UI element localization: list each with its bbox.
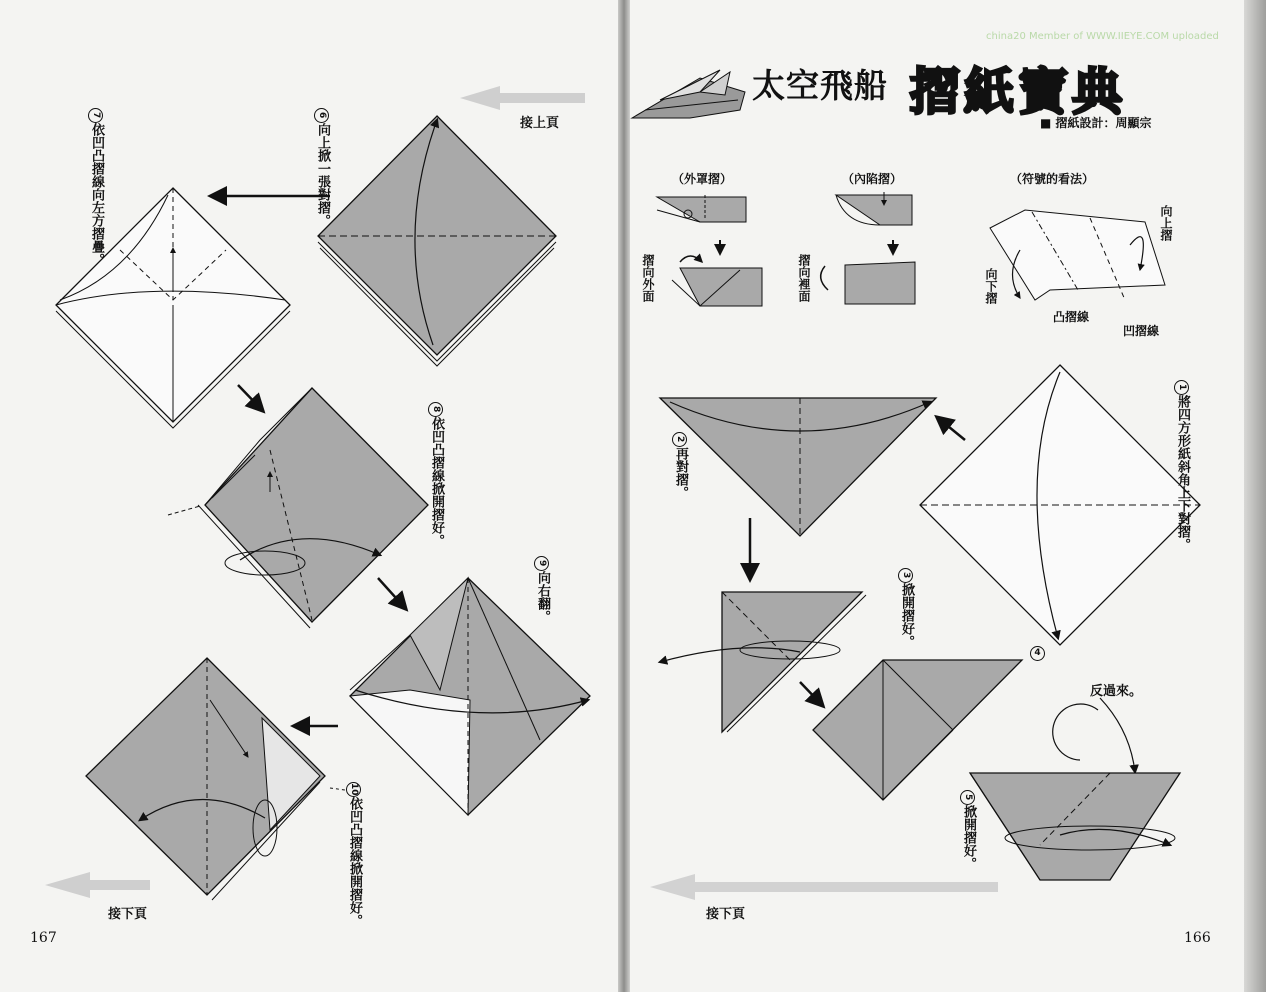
arrow-1-to-2 bbox=[938, 418, 965, 440]
step-5-text: 5掀開摺好。 bbox=[960, 790, 976, 882]
diagram-step-2 bbox=[660, 398, 936, 536]
nav-continue-prev: 接上頁 bbox=[520, 116, 560, 131]
legend-fold-down: 向下摺 bbox=[984, 268, 998, 304]
legend-valley-line: 凹摺線 bbox=[1123, 324, 1160, 338]
nav-continue-next-left: 接下頁 bbox=[108, 907, 148, 922]
step-3-text: 3掀開摺好。 bbox=[898, 568, 914, 660]
step-10-number: 10 bbox=[346, 782, 361, 797]
legend-fold-up: 向上摺 bbox=[1159, 205, 1173, 241]
diagram-step-10 bbox=[86, 658, 345, 900]
legend-mountain-line: 凸摺線 bbox=[1053, 310, 1090, 324]
arrow-3-to-4 bbox=[800, 682, 822, 705]
diagram-symbols bbox=[990, 210, 1165, 300]
diagram-inner-fold bbox=[821, 192, 915, 304]
step-1-number: 1 bbox=[1174, 380, 1189, 395]
spaceship-logo bbox=[632, 70, 745, 118]
legend-fold-out: 摺向外面 bbox=[641, 254, 655, 302]
legend-outer-fold: （外罩摺） bbox=[672, 172, 733, 186]
nav-arrow-next-right bbox=[650, 874, 998, 900]
legend-inner-fold: （內陷摺） bbox=[842, 172, 903, 186]
step-7-text: 7依凹凸摺線向左方摺疊。 bbox=[88, 108, 104, 216]
step-9-text: 9向右翻。 bbox=[534, 556, 550, 636]
step-2-number: 2 bbox=[672, 432, 687, 447]
design-credit: ■ 摺紙設計：周顯宗 bbox=[1040, 116, 1152, 130]
nav-arrow-prev bbox=[460, 86, 585, 110]
step-6-text: 6向上掀一張對摺。 bbox=[314, 108, 330, 184]
nav-continue-next-right: 接下頁 bbox=[706, 907, 746, 922]
step-9-number: 9 bbox=[534, 556, 549, 571]
page-number-left: 167 bbox=[30, 930, 57, 946]
step-8-number: 8 bbox=[428, 402, 443, 417]
legend-symbols: （符號的看法） bbox=[1010, 172, 1095, 186]
page-title: 太空飛船 bbox=[752, 66, 888, 105]
diagram-outer-fold bbox=[657, 195, 762, 306]
step-4-number: 4 bbox=[1030, 644, 1045, 661]
arrow-8-to-9 bbox=[378, 578, 405, 608]
step-3-number: 3 bbox=[898, 568, 913, 583]
watermark: china20 Member of WWW.IIEYE.COM uploaded bbox=[986, 31, 1219, 42]
diagram-step-1 bbox=[920, 365, 1200, 645]
nav-arrow-next-left bbox=[45, 872, 150, 898]
legend-fold-in: 摺向裡面 bbox=[797, 254, 811, 302]
step-1-text: 1將四方形紙斜角上下對摺。 bbox=[1174, 380, 1190, 472]
step-4-text: 反過來。 bbox=[1090, 684, 1143, 699]
step-2-text: 2再對摺。 bbox=[672, 432, 688, 512]
step-8-text: 8依凹凸摺線掀開摺好。 bbox=[428, 402, 444, 490]
page-number-right: 166 bbox=[1184, 930, 1211, 946]
turn-over-symbol bbox=[1053, 698, 1135, 772]
step-6-number: 6 bbox=[314, 108, 329, 123]
step-5-number: 5 bbox=[960, 790, 975, 805]
diagram-step-9 bbox=[350, 578, 590, 815]
diagram-step-6 bbox=[318, 116, 556, 366]
page-title-outlined: 摺紙寶典 bbox=[910, 63, 1126, 121]
diagram-step-5 bbox=[970, 773, 1180, 880]
step-7-number: 7 bbox=[88, 108, 103, 123]
step-10-text: 10依凹凸摺線掀開摺好。 bbox=[347, 783, 362, 927]
arrow-7-to-8 bbox=[238, 385, 262, 410]
